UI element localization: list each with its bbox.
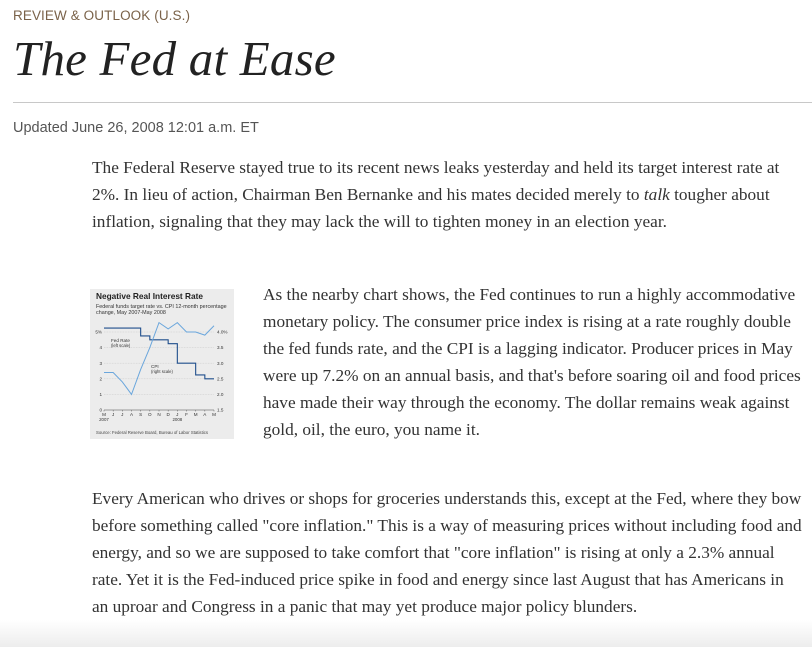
paragraph-1-text-start: The Federal Reserve stayed true to its recent news leaks yesterday and held its target interest rate at 2%. In lieu of action, Chairman Ben Bernanke and his mates decided merely to (92, 158, 780, 204)
chart-right-tick-label: 2.5 (217, 376, 224, 382)
chart-right-tick-label: 2.0 (217, 392, 224, 397)
paragraph-1 (92, 154, 804, 235)
chart-source: Source: Federal Reserve Board, Bureau of Labor Statistics (96, 430, 209, 435)
chart-x-tick-label: F (185, 412, 188, 417)
chart-x-tick-label: A (203, 412, 207, 417)
bottom-fade (0, 620, 812, 647)
chart-x-tick-label: N (157, 412, 161, 417)
paragraph-3: Every American who drives or shops for groceries understands this, except at the Fed, where they bow before something called "core inflation." This is a way of measuring prices without including food and energy, and so we are supposed to take comfort that "core inflation" is rising at only a 2.3% annual rate. Yet it is the Fed-induced price spike in food and energy since last August that has Americans in an uproar and Congress in a panic that may yet produce major policy blunders. (92, 489, 802, 616)
chart-right-tick-label: 4.0% (217, 329, 228, 335)
chart-x-tick-label: J (112, 412, 115, 417)
chart-x-tick-label: M (102, 412, 106, 417)
chart-title: Negative Real Interest Rate (96, 291, 203, 301)
chart-right-tick-label: 3.0 (217, 360, 224, 366)
chart-series-line-cpi (104, 323, 214, 395)
chart-left-tick-label: 0 (99, 407, 102, 413)
headline: The Fed at Ease (13, 31, 336, 86)
chart-x-tick-label: O (148, 412, 152, 417)
chart-left-tick-label: 2 (99, 376, 102, 382)
chart-series-label-fed-rate-note: (left scale) (111, 343, 131, 348)
chart-series-label-fed-rate: Fed Rate (111, 338, 130, 343)
chart-subtitle: Federal funds target rate vs. CPI 12-month percentage change, May 2007-May 2008 (96, 304, 227, 317)
chart-right-tick-label: 1.5 (217, 407, 224, 413)
chart-x-tick-label: J (121, 412, 124, 417)
paragraph-1-text-end: tougher about inflation, signaling that they may lack the will to tighten money in an election year. (92, 185, 770, 231)
chart-series-label-cpi-note: (right scale) (151, 369, 173, 374)
section-label[interactable]: REVIEW & OUTLOOK (U.S.) (13, 8, 191, 23)
chart-figure[interactable] (90, 289, 234, 439)
chart-left-tick-label: 4 (99, 345, 102, 351)
updated-timestamp: Updated June 26, 2008 12:01 a.m. ET (13, 120, 259, 136)
chart-right-tick-label: 3.5 (217, 345, 224, 351)
chart-x-tick-label: A (129, 412, 134, 417)
chart-x-tick-label: D (166, 412, 170, 417)
paragraph-2: As the nearby chart shows, the Fed continues to run a highly accommodative monetary policy. The consumer price index is rising at a rate roughly double the fed funds rate, and the CPI is a lagging indicator. Producer prices in May were up 7.2% on an annual basis, and that's before soaring oil and food prices have made their way through the economy. The dollar remains weak against gold, oil, the euro, you name it. (263, 285, 801, 439)
chart-left-tick-label: 1 (99, 392, 102, 397)
chart-plot (90, 289, 234, 439)
chart-series-label-cpi: CPI (151, 364, 159, 369)
chart-year-label: 2008 (172, 417, 183, 422)
chart-left-tick-label: 5% (95, 329, 102, 335)
chart-x-tick-label: S (139, 412, 143, 417)
headline-divider (13, 102, 812, 103)
paragraph-1-emphasis: talk (643, 185, 670, 204)
chart-x-tick-label: M (193, 412, 198, 417)
chart-year-label: 2007 (99, 417, 109, 422)
chart-x-tick-label: J (176, 412, 179, 417)
chart-x-tick-label: M (212, 412, 216, 417)
chart-left-tick-label: 3 (99, 360, 102, 366)
